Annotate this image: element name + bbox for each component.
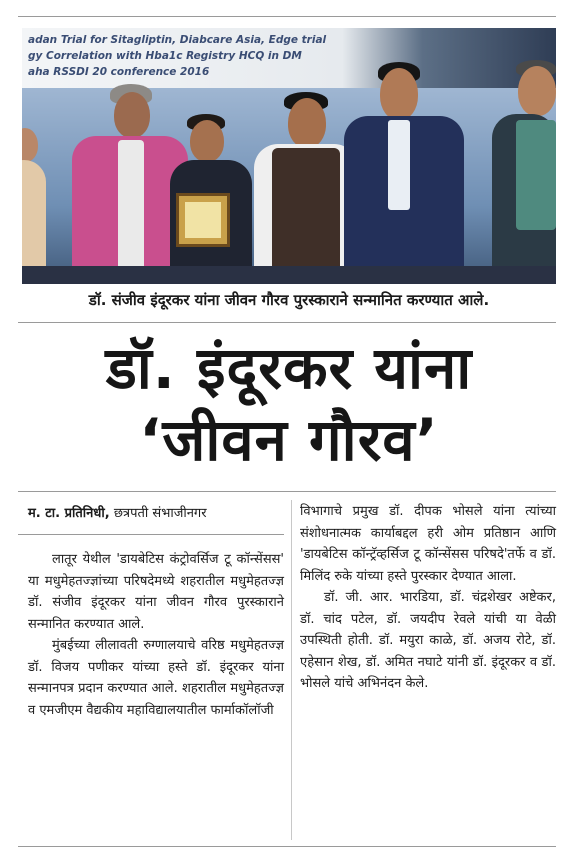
caption-rule bbox=[18, 322, 556, 323]
banner-line: adan Trial for Sitagliptin, Diabcare Asia, Edge trial bbox=[28, 34, 327, 46]
award-plaque bbox=[176, 193, 230, 247]
banner-line: aha RSSDI 20 conference 2016 bbox=[28, 66, 210, 78]
article-column-1 bbox=[28, 549, 284, 721]
paragraph: मुंबईच्या लीलावती रुग्णालयाचे वरिष्ठ मधुमेहतज्ज्ञ डॉ. विजय पणीकर यांच्या हस्ते डॉ. इंदूरकर यांना सन्मानपत्र प्रदान करण्यात आले. शहरातील मधुमेहतज्ज्ञ व एमजीएम वैद्यकीय महाविद्यालयातील फार्माकॉलॉजी bbox=[28, 638, 284, 718]
byline bbox=[28, 503, 298, 521]
bottom-rule bbox=[18, 846, 556, 847]
column-divider bbox=[291, 500, 292, 840]
banner-line: gy Correlation with Hba1c Registry HCQ in DM bbox=[28, 50, 302, 62]
stage-floor bbox=[22, 266, 556, 284]
headline-line-1: डॉ. इंदूरकर यांना bbox=[105, 334, 473, 402]
headline bbox=[22, 332, 556, 476]
article-column-2 bbox=[300, 501, 556, 695]
byline-reporter: म. टा. प्रतिनिधी, bbox=[28, 506, 110, 521]
paragraph: विभागाचे प्रमुख डॉ. दीपक भोसले यांना त्यांच्या संशोधनात्मक कार्याबद्दल हरी ओम प्रतिष्ठान आणि 'डायबेटिस कॉन्ट्रॅव्हर्सिज टू कॉन्सेंसस परिषदे'तर्फे व डॉ. मिलिंद रुके यांच्या हस्ते पुरस्कार देण्यात आला. bbox=[300, 504, 556, 584]
byline-rule bbox=[18, 534, 284, 535]
headline-rule bbox=[18, 491, 556, 492]
top-rule bbox=[18, 16, 556, 17]
paragraph: डॉ. जी. आर. भारडिया, डॉ. चंद्रशेखर अष्टेकर, डॉ. चांद पटेल, डॉ. जयदीप रेवले यांची या वेळी उपस्थिती होती. डॉ. मयुरा काळे, डॉ. अजय रोटे, डॉ. एहेसान शेख, डॉ. अमित नघाटे यांनी डॉ. इंदूरकर व डॉ. भोसले यांचे अभिनंदन केले. bbox=[300, 590, 556, 691]
photo-caption: डॉ. संजीव इंदूरकर यांना जीवन गौरव पुरस्काराने सन्मानित करण्यात आले. bbox=[88, 291, 490, 309]
paragraph: लातूर येथील 'डायबेटिस कंट्रोवर्सिज टू कॉन्सेंसस' या मधुमेहतज्ज्ञांच्या परिषदेमध्ये शहरातील मधुमेहतज्ज्ञ डॉ. संजीव इंदूरकर यांना जीवन गौरव पुरस्काराने सन्मानित करण्यात आले. bbox=[28, 552, 284, 632]
stage-banner-text bbox=[22, 32, 352, 80]
byline-place: छत्रपती संभाजीनगर bbox=[109, 506, 207, 521]
award-ceremony-photo bbox=[22, 28, 556, 284]
headline-line-2: ‘जीवन गौरव’ bbox=[139, 406, 439, 474]
